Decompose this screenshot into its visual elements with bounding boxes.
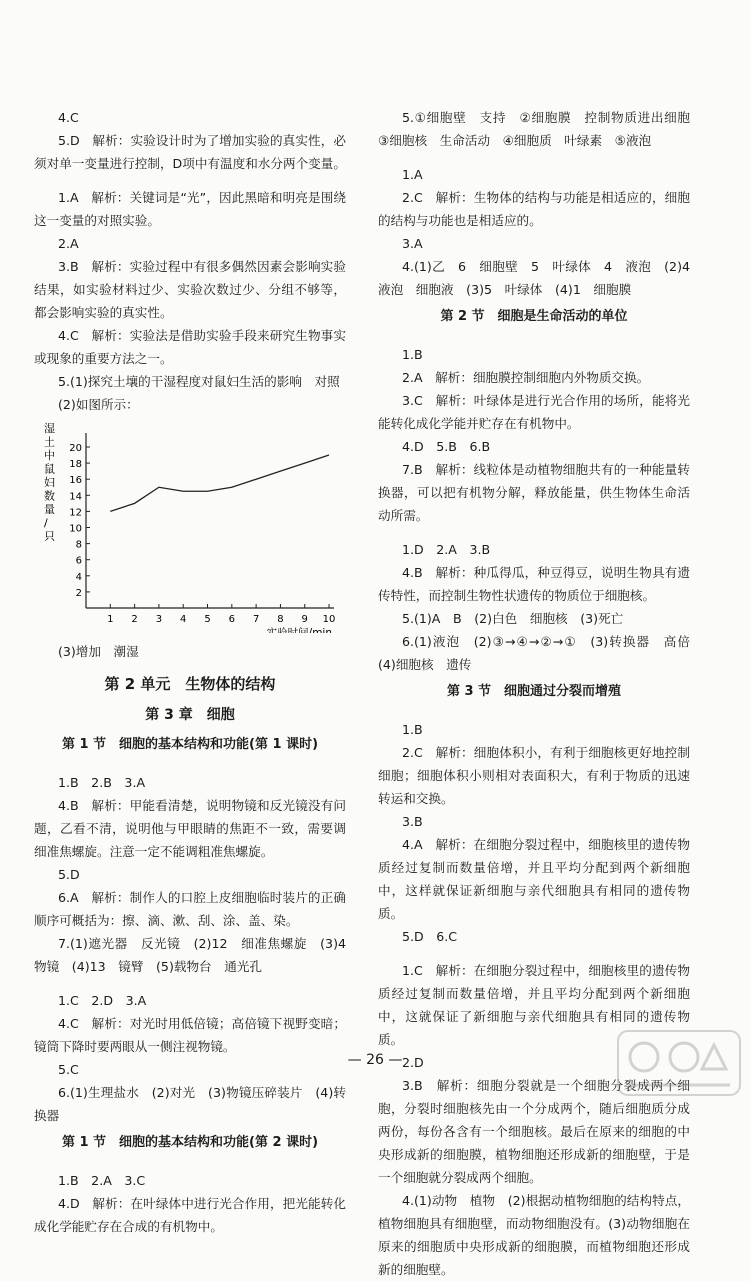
answer-line: 4.B 解析：甲能看清楚，说明物镜和反光镜没有问题，乙看不清，说明他与甲眼睛的焦距不一致，需要调细准焦螺旋。注意一定不能调粗准焦螺旋。: [34, 794, 346, 863]
answer-line: 4.(1)动物 植物 (2)根据动植物细胞的结构特点，植物细胞具有细胞壁，而动物细胞没有。(3)动物细胞在原来的细胞质中央形成新的细胞膜，而植物细胞还形成新的细胞壁。: [378, 1189, 690, 1281]
chart-svg: [34, 418, 346, 633]
block-gap: [378, 527, 690, 538]
answer-line: 1.C 2.D 3.A: [34, 989, 346, 1012]
watermark-logo: [614, 1027, 744, 1099]
answer-line: 5.C: [34, 1058, 346, 1081]
x-tick-label: 8: [277, 614, 283, 625]
block-gap: [378, 152, 690, 163]
x-tick-label: 10: [323, 614, 336, 625]
answer-line: 1.D 2.A 3.B: [378, 538, 690, 561]
x-tick-label: 4: [180, 614, 186, 625]
left-answers-bottom: [34, 640, 346, 1238]
chapter-heading: 第 3 章 细胞: [34, 704, 346, 727]
x-tick-label: 1: [107, 614, 113, 625]
x-tick-label: 3: [156, 614, 162, 625]
answer-line: 4.B 解析：种瓜得瓜，种豆得豆，说明生物具有遗传特性，而控制生物性状遗传的物质位于细胞核。: [378, 561, 690, 607]
answer-line: 1.A: [378, 163, 690, 186]
answer-line: 3.B 解析：细胞分裂就是一个细胞分裂成两个细胞，分裂时细胞核先由一个分成两个，随后细胞质分成两份，每份各含有一个细胞核。最后在原来的细胞的中央形成新的细胞膜，植物细胞还形成新的细胞壁，于是一个细胞就分裂成两个细胞。: [378, 1074, 690, 1189]
answer-line: 2.C 解析：生物体的结构与功能是相适应的，细胞的结构与功能也是相适应的。: [378, 186, 690, 232]
x-tick-label: 2: [131, 614, 137, 625]
block-gap: [34, 760, 346, 771]
section-heading: 第 2 节 细胞是生命活动的单位: [378, 305, 690, 328]
x-tick-label: 9: [302, 614, 308, 625]
answer-line: 1.B: [378, 343, 690, 366]
answer-line: 5.(1)探究土壤的干湿程度对鼠妇生活的影响 对照: [34, 370, 346, 393]
answer-line: 6.(1)生理盐水 (2)对光 (3)物镜压碎装片 (4)转换器: [34, 1081, 346, 1127]
answer-line: 5.D 6.C: [378, 925, 690, 948]
x-tick-label: 5: [204, 614, 210, 625]
answer-line: 2.D: [378, 1051, 690, 1074]
y-tick-label: 16: [69, 475, 82, 486]
answer-line: 4.C 解析：实验法是借助实验手段来研究生物事实或现象的重要方法之一。: [34, 324, 346, 370]
answer-line: 4.(1)乙 6 细胞壁 5 叶绿体 4 液泡 (2)4 液泡 细胞液 (3)5 叶绿体 (4)1 细胞膜: [378, 255, 690, 301]
line-chart: [34, 418, 346, 640]
answer-line: 2.A 解析：细胞膜控制细胞内外物质交换。: [378, 366, 690, 389]
answer-line: 1.B: [378, 718, 690, 741]
answer-line: 3.A: [378, 232, 690, 255]
right-answers: [378, 106, 690, 1281]
answer-line: 4.A 解析：在细胞分裂过程中，细胞核里的遗传物质经过复制而数量倍增，并且平均分配到两个新细胞中，这样就保证新细胞与亲代细胞具有相同的遗传物质。: [378, 833, 690, 925]
answer-line: 2.A: [34, 232, 346, 255]
y-tick-label: 4: [76, 572, 82, 583]
y-tick-label: 6: [76, 556, 82, 567]
answer-line: 7.(1)遮光器 反光镜 (2)12 细准焦螺旋 (3)4 物镜 (4)13 镜臂 (5)载物台 通光孔: [34, 932, 346, 978]
y-tick-label: 10: [69, 524, 82, 535]
block-gap: [34, 978, 346, 989]
block-gap: [378, 948, 690, 959]
answer-line: 1.B 2.B 3.A: [34, 771, 346, 794]
answer-line: 3.B 解析：实验过程中有很多偶然因素会影响实验结果，如实验材料过少、实验次数过少、分组不够等，都会影响实验的真实性。: [34, 255, 346, 324]
y-tick-label: 12: [69, 507, 82, 518]
answer-line: 4.C 解析：对光时用低倍镜；高倍镜下视野变暗；镜筒下降时要两眼从一侧注视物镜。: [34, 1012, 346, 1058]
answer-line: 4.C: [34, 106, 346, 129]
x-tick-label: 7: [253, 614, 259, 625]
answer-line: 1.B 2.A 3.C: [34, 1169, 346, 1192]
right-column: [378, 106, 690, 1281]
answer-line: 7.B 解析：线粒体是动植物细胞共有的一种能量转换器，可以把有机物分解，释放能量，供生物体生命活动所需。: [378, 458, 690, 527]
y-axis-label: 湿土中鼠妇数量/只: [44, 422, 55, 543]
page-number: — 26 —: [0, 1052, 750, 1068]
answer-line: 1.C 解析：在细胞分裂过程中，细胞核里的遗传物质经过复制而数量倍增，并且平均分配到两个新细胞中，这就保证了新细胞与亲代细胞具有相同的遗传物质。: [378, 959, 690, 1051]
answer-line: 6.A 解析：制作人的口腔上皮细胞临时装片的正确顺序可概括为：擦、滴、漱、刮、涂、盖、染。: [34, 886, 346, 932]
y-tick-label: 2: [76, 588, 82, 599]
answer-line: 1.A 解析：关键词是“光”，因此黑暗和明亮是围绕这一变量的对照实验。: [34, 186, 346, 232]
answer-line: 3.B: [378, 810, 690, 833]
block-gap: [34, 175, 346, 186]
section-heading: 第 1 节 细胞的基本结构和功能(第 2 课时): [34, 1131, 346, 1154]
answer-line: 4.D 5.B 6.B: [378, 435, 690, 458]
block-gap: [378, 707, 690, 718]
answer-line: 5.①细胞壁 支持 ②细胞膜 控制物质进出细胞 ③细胞核 生命活动 ④细胞质 叶绿素 ⑤液泡: [378, 106, 690, 152]
answer-line: 5.D 解析：实验设计时为了增加实验的真实性，必须对单一变量进行控制，D项中有温度和水分两个变量。: [34, 129, 346, 175]
y-tick-label: 14: [69, 491, 82, 502]
section-heading: 第 1 节 细胞的基本结构和功能(第 1 课时): [34, 733, 346, 756]
block-gap: [34, 1158, 346, 1169]
x-axis-label: 实验时间/min: [267, 626, 332, 633]
left-answers-top: [34, 106, 346, 416]
answer-line: (3)增加 潮湿: [34, 640, 346, 663]
left-column: [34, 106, 346, 1238]
y-tick-label: 20: [69, 443, 82, 454]
answer-line: 2.C 解析：细胞体积小，有利于细胞核更好地控制细胞；细胞体积小则相对表面积大，有利于物质的迅速转运和交换。: [378, 741, 690, 810]
y-tick-label: 18: [69, 459, 82, 470]
section-heading: 第 3 节 细胞通过分裂而增殖: [378, 680, 690, 703]
x-tick-label: 6: [229, 614, 235, 625]
data-line: [110, 455, 329, 511]
block-gap: [378, 332, 690, 343]
y-tick-label: 8: [76, 540, 82, 551]
answer-line: 3.C 解析：叶绿体是进行光合作用的场所，能将光能转化成化学能并贮存在有机物中。: [378, 389, 690, 435]
answer-line: (2)如图所示：: [34, 393, 346, 416]
answer-line: 5.(1)A B (2)白色 细胞核 (3)死亡: [378, 607, 690, 630]
unit-heading: 第 2 单元 生物体的结构: [34, 673, 346, 696]
answer-line: 6.(1)液泡 (2)③→④→②→① (3)转换器 高倍 (4)细胞核 遗传: [378, 630, 690, 676]
answer-line: 4.D 解析：在叶绿体中进行光合作用，把光能转化成化学能贮存在合成的有机物中。: [34, 1192, 346, 1238]
answer-line: 5.D: [34, 863, 346, 886]
